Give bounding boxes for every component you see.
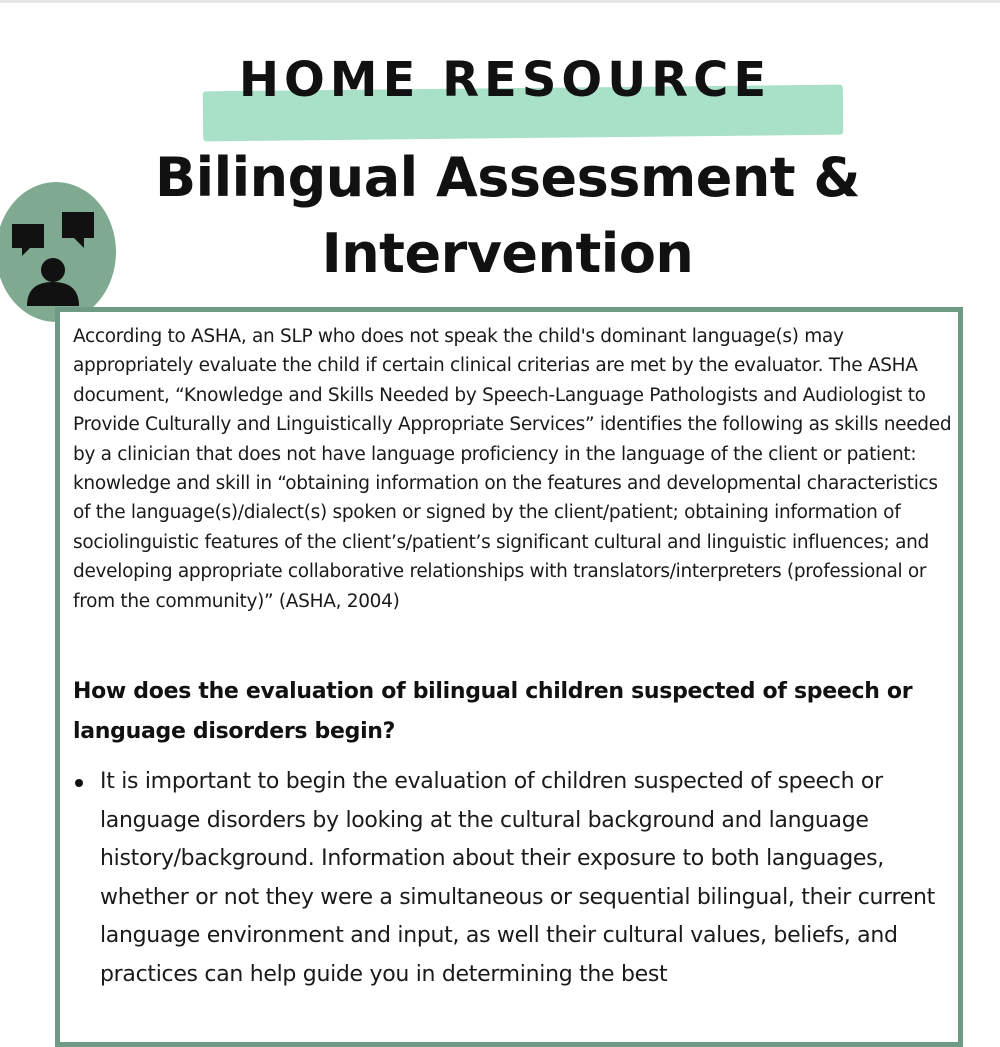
intro-paragraph: According to ASHA, an SLP who does not speak the child's dominant language(s) may appropriately evaluate the child if certain clinical criterias are met by the evaluator. The ASHA document, “Knowledge and Skills Needed by Speech-Language Pathologists and Audiologist to Provide Culturally and Linguistically Appropriate Services” identifies the following as skills needed by a clinician that does not have language proficiency in the language of the client or patient: knowledge and skill in “obtaining information on the features and developmental characteristics of the language(s)/dialect(s) spoken or signed by the client/patient; obtaining information of sociolinguistic features of the client’s/patient’s significant cultural and linguistic influences; and developing appropriate collaborative relationships with translators/interpreters (professional or from the community)” (ASHA, 2004) [73,326,952,612]
bullet-list [73,763,943,994]
top-divider [0,0,1000,3]
kicker-heading: HOME RESOURCE [238,52,772,108]
bullet-icon [75,779,83,787]
list-item [73,763,943,994]
bullet-text: It is important to begin the evaluation of children suspected of speech or language disorders by looking at the cultural background and language history/background. Information about their exposure to both languages, whether or not they were a simultaneous or sequential bilingual, their current language environment and input, as well their cultural values, beliefs, and practices can help guide you in determining the best [100,769,936,987]
section-question: How does the evaluation of bilingual children suspected of speech or language disorders begin? [73,679,913,744]
speech-bubbles-person-icon [0,182,116,322]
page-title: Bilingual Assessment & Intervention [154,146,860,285]
